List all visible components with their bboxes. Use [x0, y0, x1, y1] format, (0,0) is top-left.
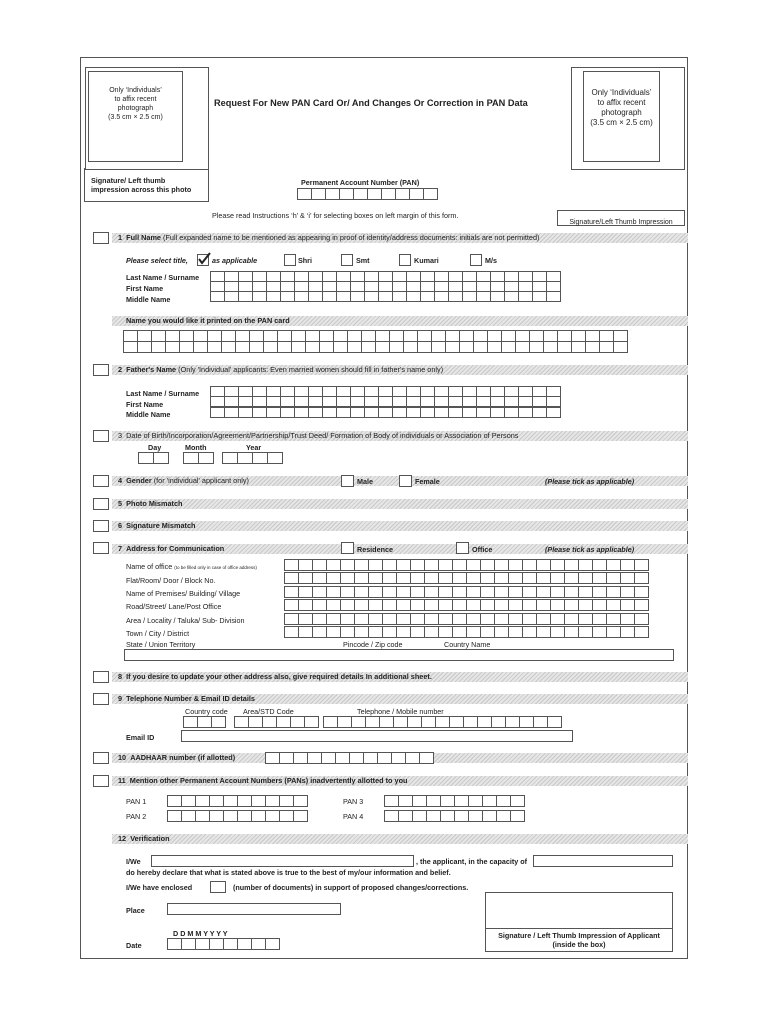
- dob-month-label: Month: [185, 443, 207, 452]
- dob-day-input[interactable]: [138, 452, 168, 464]
- section-3-header: 3 Date of Birth/Incorporation/Agreement/Partnership/Trust Deed/ Formation of Body of individuals or Association of Persons: [112, 431, 688, 441]
- address-tick-note: (Please tick as applicable): [545, 545, 635, 554]
- pincode-label: Pincode / Zip code: [343, 640, 403, 649]
- pan3-input[interactable]: [384, 795, 524, 807]
- section-7-checkbox[interactable]: [93, 542, 109, 554]
- instructions-text: Please read Instructions ‘h’ & ‘i’ for selecting boxes on left margin of this form.: [212, 211, 459, 220]
- office-name-note: (to be filled only in case of office address): [174, 565, 257, 570]
- road-input[interactable]: [284, 599, 648, 611]
- capacity-input[interactable]: [533, 855, 673, 867]
- town-label: Town / City / District: [126, 629, 190, 638]
- check-icon: [197, 252, 211, 266]
- enclosed-label: I/We have enclosed: [126, 883, 193, 892]
- section-5-header: 5 Photo Mismatch: [112, 499, 688, 509]
- section-11-checkbox[interactable]: [93, 775, 109, 787]
- section-1-checkbox[interactable]: [93, 232, 109, 244]
- section-2-checkbox[interactable]: [93, 364, 109, 376]
- place-label: Place: [126, 906, 145, 915]
- area-label: Area / Locality / Taluka/ Sub- Division: [126, 616, 245, 625]
- applicant-name-input[interactable]: [151, 855, 414, 867]
- flat-label: Flat/Room/ Door / Block No.: [126, 576, 216, 585]
- photo-instructions-left: [88, 71, 183, 162]
- section-1-header: 1 Full Name (Full expanded name to be mentioned as appearing in proof of identity/address documents: initials are not permitted): [112, 233, 688, 243]
- state-label: State / Union Territory: [126, 640, 196, 649]
- father-middle-name-label: Middle Name: [126, 410, 171, 419]
- address-office-label: Office: [472, 545, 493, 554]
- section-10-header: 10 AADHAAR number (if allotted): [112, 753, 688, 763]
- gender-female-checkbox[interactable]: [399, 475, 412, 487]
- date-format-label: D D M M Y Y Y Y: [173, 929, 228, 938]
- email-label: Email ID: [126, 733, 155, 742]
- title-kumari-label: Kumari: [414, 256, 439, 265]
- photo-text: Only ‘Individuals’: [591, 88, 652, 97]
- section-8-checkbox[interactable]: [93, 671, 109, 683]
- documents-text: (number of documents) in support of proposed changes/corrections.: [233, 883, 469, 892]
- gender-male-checkbox[interactable]: [341, 475, 354, 487]
- gender-tick-note: (Please tick as applicable): [545, 477, 635, 486]
- date-input[interactable]: [167, 938, 279, 950]
- section-4-header: 4 Gender (for 'individual' applicant only): [112, 476, 688, 486]
- country-label: Country Name: [444, 640, 491, 649]
- title-shri-label: Shri: [298, 256, 312, 265]
- iwe-label: I/We: [126, 857, 141, 866]
- premises-input[interactable]: [284, 586, 648, 598]
- section-9-header: 9 Telephone Number & Email ID details: [112, 694, 688, 704]
- dob-month-input[interactable]: [183, 452, 213, 464]
- flat-input[interactable]: [284, 572, 648, 584]
- date-label: Date: [126, 941, 142, 950]
- title-ms-label: M/s: [485, 256, 497, 265]
- country-code-input[interactable]: [183, 716, 225, 728]
- section-12-header: 12 Verification: [112, 834, 688, 844]
- pan4-input[interactable]: [384, 810, 524, 822]
- title-checkbox-checked[interactable]: [197, 254, 209, 266]
- photo-text: (3.5 cm × 2.5 cm): [590, 118, 653, 127]
- pan-input[interactable]: [297, 188, 437, 200]
- capacity-label: , the applicant, in the capacity of: [416, 857, 528, 866]
- pan1-label: PAN 1: [126, 797, 147, 806]
- applicant-signature-box[interactable]: [485, 892, 673, 929]
- office-name-label: Name of office: [126, 562, 173, 571]
- photo-text: photograph: [117, 105, 154, 112]
- dob-year-input[interactable]: [222, 452, 282, 464]
- signature-caption-line2: (inside the box): [552, 940, 606, 949]
- photo-text: to affix recent: [114, 96, 157, 103]
- title-shri-checkbox[interactable]: [284, 254, 296, 266]
- section-8-header: 8 If you desire to update your other address also, give required details In additional sheet.: [112, 672, 688, 682]
- title-smt-label: Smt: [356, 256, 370, 265]
- father-middle-name-input[interactable]: [210, 407, 560, 418]
- area-code-label: Area/STD Code: [243, 707, 294, 716]
- section-6-checkbox[interactable]: [93, 520, 109, 532]
- last-name-label: Last Name / Surname: [126, 273, 200, 282]
- country-code-label: Country code: [185, 707, 228, 716]
- section-6-header: 6 Signature Mismatch: [112, 521, 688, 531]
- pan-label: Permanent Account Number (PAN): [301, 178, 420, 187]
- as-applicable-label: as applicable: [212, 256, 258, 265]
- road-label: Road/Street/ Lane/Post Office: [126, 602, 222, 611]
- signature-caption-line1: Signature / Left Thumb Impression of Applicant: [498, 931, 660, 940]
- middle-name-label: Middle Name: [126, 295, 171, 304]
- photo-instructions-right: [583, 71, 660, 162]
- section-5-checkbox[interactable]: [93, 498, 109, 510]
- area-input[interactable]: [284, 613, 648, 625]
- printed-name-row-2[interactable]: [123, 341, 627, 353]
- signature-box-right[interactable]: [557, 210, 685, 226]
- father-last-name-label: Last Name / Surname: [126, 389, 200, 398]
- section-11-header: 11 Mention other Permanent Account Numbers (PANs) inadvertently allotted to you: [112, 776, 688, 786]
- gender-female-label: Female: [415, 477, 440, 486]
- photo-text: to affix recent: [597, 98, 646, 107]
- middle-name-input[interactable]: [210, 291, 560, 302]
- dob-day-label: Day: [148, 443, 162, 452]
- dob-year-label: Year: [246, 443, 262, 452]
- first-name-label: First Name: [126, 284, 164, 293]
- father-first-name-label: First Name: [126, 400, 164, 409]
- signature-label-left: impression across this photo: [91, 185, 192, 194]
- select-title-label: Please select title,: [126, 256, 188, 265]
- signature-label-left: Signature/ Left thumb: [91, 176, 166, 185]
- printed-name-header: Name you would like it printed on the PAN card: [112, 316, 688, 326]
- form-title: Request For New PAN Card Or/ And Changes Or Correction in PAN Data: [214, 98, 528, 108]
- town-input[interactable]: [284, 626, 648, 638]
- pan2-input[interactable]: [167, 810, 307, 822]
- address-residence-checkbox[interactable]: [341, 542, 354, 554]
- section-7-header: 7 Address for Communication: [112, 544, 688, 554]
- gender-male-label: Male: [357, 477, 373, 486]
- state-pincode-country-input[interactable]: [124, 649, 674, 661]
- applicant-signature-caption: [485, 928, 673, 952]
- photo-text: (3.5 cm × 2.5 cm): [108, 114, 163, 121]
- pan4-label: PAN 4: [343, 812, 364, 821]
- phone-label: Telephone / Mobile number: [357, 707, 444, 716]
- place-input[interactable]: [167, 903, 341, 915]
- section-9-checkbox[interactable]: [93, 693, 109, 705]
- title-ms-checkbox[interactable]: [470, 254, 482, 266]
- section-3-checkbox[interactable]: [93, 430, 109, 442]
- title-kumari-checkbox[interactable]: [399, 254, 411, 266]
- email-input[interactable]: [181, 730, 573, 742]
- pan2-label: PAN 2: [126, 812, 147, 821]
- pan1-input[interactable]: [167, 795, 307, 807]
- pan3-label: PAN 3: [343, 797, 364, 806]
- aadhaar-input[interactable]: [265, 752, 433, 764]
- father-first-name-input[interactable]: [210, 396, 560, 407]
- signature-label-right: Signature/Left Thumb Impression: [569, 219, 673, 226]
- area-code-input[interactable]: [234, 716, 318, 728]
- photo-text: Only ‘Individuals’: [109, 87, 162, 94]
- photo-text: photograph: [601, 108, 642, 117]
- documents-count-input[interactable]: [210, 881, 226, 893]
- section-2-header: 2 Father's Name (Only 'Individual' applicants: Even married women should fill in father's name only): [112, 365, 688, 375]
- section-4-checkbox[interactable]: [93, 475, 109, 487]
- office-name-input[interactable]: [284, 559, 648, 571]
- premises-label: Name of Premises/ Building/ Village: [126, 589, 241, 598]
- section-10-checkbox[interactable]: [93, 752, 109, 764]
- address-office-checkbox[interactable]: [456, 542, 469, 554]
- phone-input[interactable]: [323, 716, 561, 728]
- declaration-text: do hereby declare that what is stated above is true to the best of my/our information and belief.: [126, 868, 451, 877]
- address-residence-label: Residence: [357, 545, 393, 554]
- title-smt-checkbox[interactable]: [341, 254, 353, 266]
